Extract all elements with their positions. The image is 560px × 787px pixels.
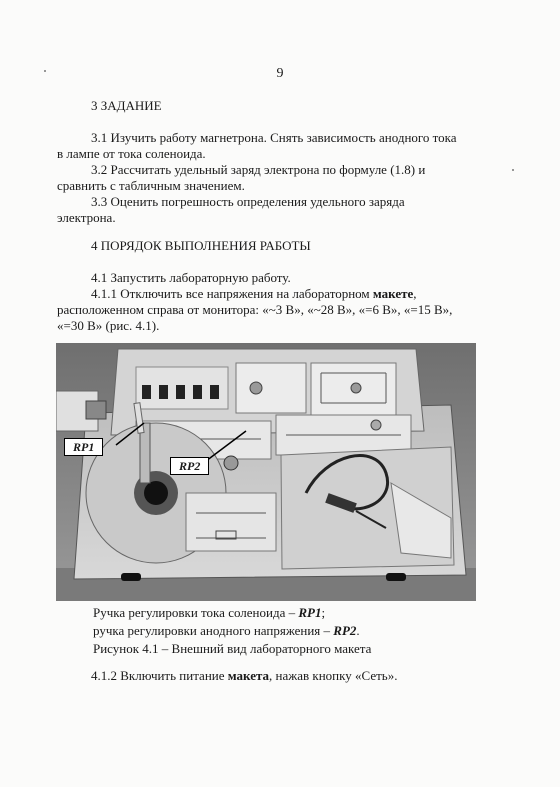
item-3-3-line1: 3.3 Оценить погрешность определения удельного заряда xyxy=(91,194,405,209)
caption-line1-end: ; xyxy=(321,605,326,620)
item-3-1-line1: 3.1 Изучить работу магнетрона. Снять зависимость анодного тока xyxy=(91,130,457,145)
item-4-1-1-line3: «=30 В» (рис. 4.1). xyxy=(57,318,160,333)
figure-caption-line2 xyxy=(93,622,360,639)
caption-line1-rp1: RP1 xyxy=(298,605,322,620)
lab-setup-illustration xyxy=(56,343,476,601)
item-4-1-1-bold-word: макете xyxy=(372,286,414,301)
scan-speck xyxy=(44,70,46,72)
item-4-1-1-line1 xyxy=(91,286,417,302)
item-4-1-1-text: 4.1.1 Отключить все напряжения на лабораторном xyxy=(91,286,370,301)
scan-speck xyxy=(512,169,514,171)
callout-rp1: RP1 xyxy=(64,438,103,456)
item-3-3-line2: электрона. xyxy=(57,210,116,225)
item-4-1-1-line2: расположенном справа от монитора: «~3 В», «~28 В», «=6 В», «=15 В», xyxy=(57,302,453,317)
callout-rp2: RP2 xyxy=(170,457,209,475)
section-3-heading: 3 ЗАДАНИЕ xyxy=(91,98,162,113)
step-4-1-2-bold: макета xyxy=(227,668,270,683)
step-4-1-2 xyxy=(91,668,397,684)
figure-caption-title: Рисунок 4.1 – Внешний вид лабораторного макета xyxy=(93,641,372,656)
caption-line2-text: ручка регулировки анодного напряжения – xyxy=(93,623,334,638)
figure-caption-line1 xyxy=(93,604,325,621)
step-4-1-2-text-b: , нажав кнопку «Сеть». xyxy=(269,668,398,683)
item-3-1-line2: в лампе от тока соленоида. xyxy=(57,146,206,161)
caption-line2-rp2: RP2 xyxy=(333,623,357,638)
lab-setup-photo xyxy=(56,343,476,601)
section-4-heading: 4 ПОРЯДОК ВЫПОЛНЕНИЯ РАБОТЫ xyxy=(91,238,311,253)
step-4-1-2-text-a: 4.1.2 Включить питание xyxy=(91,668,228,683)
caption-line2-end: . xyxy=(356,623,360,638)
item-4-1: 4.1 Запустить лабораторную работу. xyxy=(91,270,291,285)
caption-line1-text: Ручка регулировки тока соленоида – xyxy=(93,605,299,620)
page-number: 9 xyxy=(276,66,284,81)
item-3-2-line2: сравнить с табличным значением. xyxy=(57,178,245,193)
item-4-1-1-comma: , xyxy=(413,286,417,301)
item-3-2-line1: 3.2 Рассчитать удельный заряд электрона по формуле (1.8) и xyxy=(91,162,426,177)
